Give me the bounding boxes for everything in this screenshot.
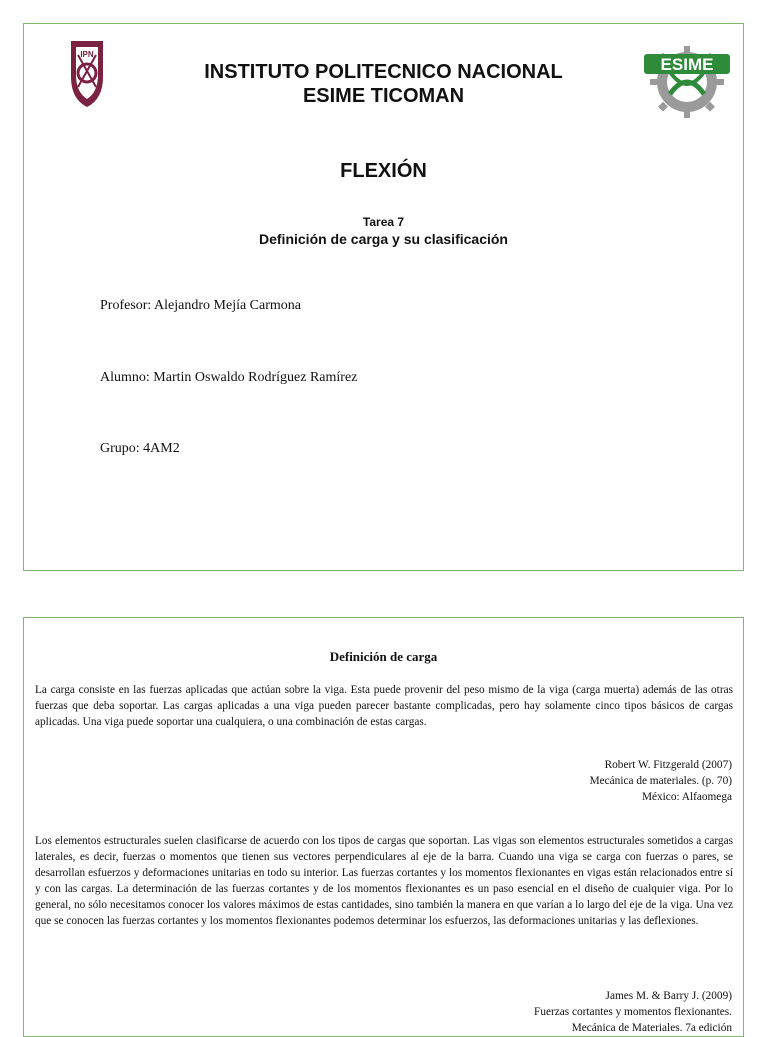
citation-2 [534, 988, 732, 1036]
section-heading: Definición de carga [329, 649, 438, 664]
citation-2-author: James M. & Barry J. (2009) [605, 990, 732, 1002]
cover-page [23, 23, 744, 571]
citation-1-book: Mecánica de materiales. (p. 70) [589, 775, 732, 787]
institution-name: INSTITUTO POLITECNICO NACIONAL [204, 61, 563, 83]
content-page [23, 617, 744, 1037]
citation-1-author: Robert W. Fitzgerald (2007) [604, 759, 732, 771]
svg-text:IPN: IPN [80, 50, 94, 59]
citation-2-book: Fuerzas cortantes y momentos flexionantes. [534, 1006, 732, 1018]
citation-1 [590, 757, 732, 805]
group-line: Grupo: 4AM2 [100, 441, 180, 456]
professor-line: Profesor: Alejandro Mejía Carmona [100, 298, 302, 313]
paragraph-1: La carga consiste en las fuerzas aplicadas que actúan sobre la viga. Esta puede provenir del peso mismo de la viga (carga muerta) además de las otras fuerzas que deba soportar. Las cargas aplicadas a una viga pueden parecer bastante complicadas, pero hay solamente cinco tipos básicos de cargas aplicadas. Una viga puede soportar una cualquiera, o una combinación de estas cargas. [35, 684, 733, 728]
student-line: Alumno: Martin Oswaldo Rodríguez Ramírez [100, 370, 358, 385]
citation-1-place: México: Alfaomega [641, 791, 732, 803]
paragraph-2: Los elementos estructurales suelen clasificarse de acuerdo con los tipos de cargas que soportan. Las vigas son elementos estructurales sometidos a cargas laterales, es decir, fuerzas o momentos que tienen sus vectores perpendiculares al eje de la barra. Cuando una viga se carga con fuerzas o pares, se desarrollan esfuerzos y deformaciones unitarias en todo su interior. Las fuerzas cortantes y los momentos flexionantes en vigas están relacionados entre sí y con las cargas. La determinación de las fuerzas cortantes y de los momentos flexionantes es un paso esencial en el diseño de cualquier viga. Por lo general, no sólo necesitamos conocer los valores máximos de estas cantidades, sino también la manera en que varían a lo largo del eje de la viga. Una vez que se conocen las fuerzas cortantes y los momentos flexionantes podemos determinar los esfuerzos, las deformaciones unitarias y las deflexiones. [35, 835, 733, 927]
document-title: FLEXIÓN [340, 160, 427, 182]
svg-text:ESIME: ESIME [660, 55, 714, 74]
citation-2-book2: Mecánica de Materiales. 7a edición [571, 1022, 732, 1034]
institution-heading [24, 60, 743, 108]
school-name: ESIME TICOMAN [302, 85, 465, 107]
assignment-number: Tarea 7 [362, 215, 405, 229]
assignment-subject: Definición de carga y su clasificación [259, 231, 508, 247]
